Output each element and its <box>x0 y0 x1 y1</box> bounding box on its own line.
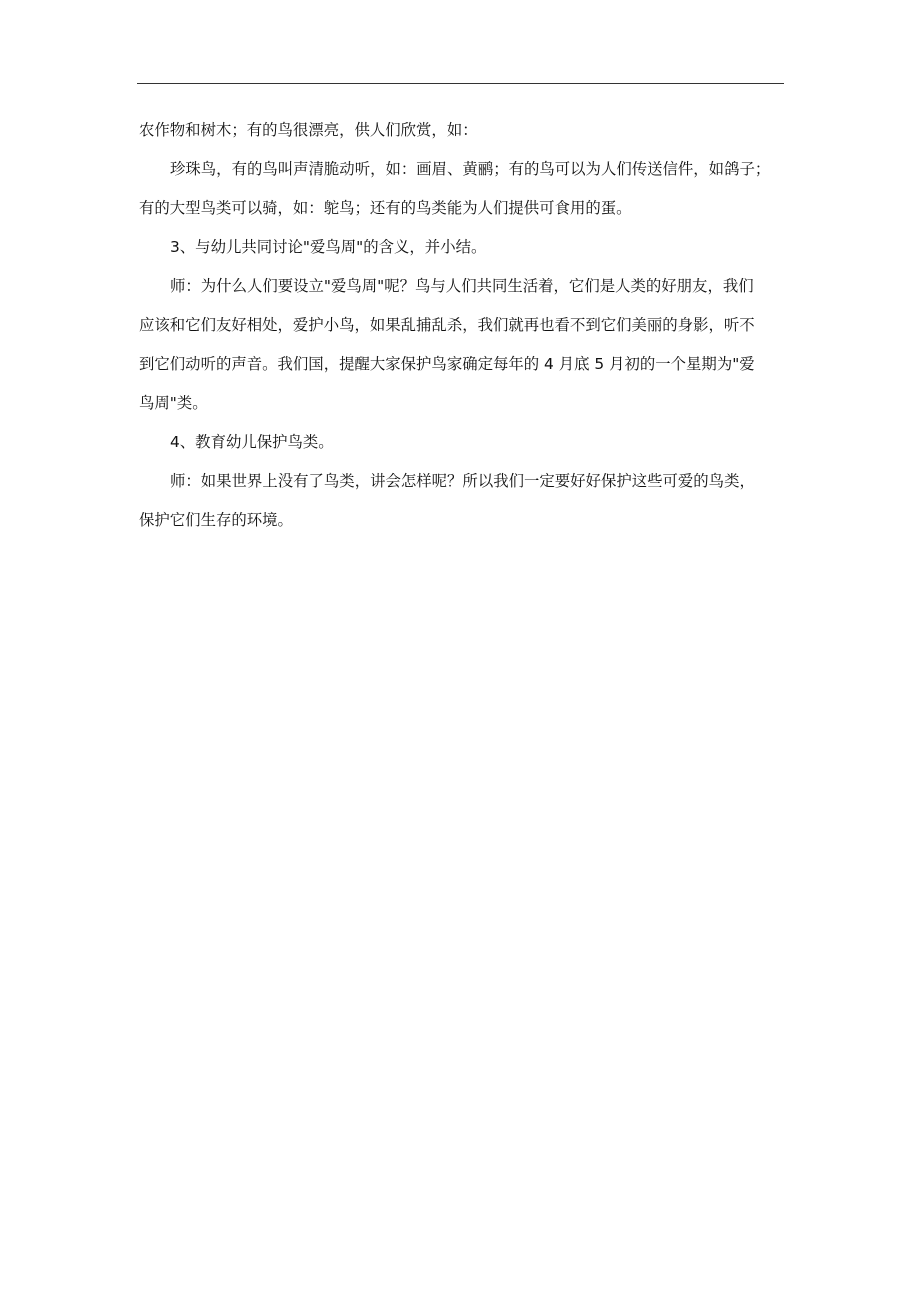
text-line: 保护它们生存的环境。 <box>139 511 293 529</box>
text-line: 应该和它们友好相处，爱护小鸟，如果乱捕乱杀，我们就再也看不到它们美丽的身影，听不 <box>139 316 755 334</box>
text-line: 师：如果世界上没有了鸟类，讲会怎样呢？所以我们一定要好好保护这些可爱的鸟类， <box>170 472 755 490</box>
section-heading: 4、教育幼儿保护鸟类。 <box>170 433 334 451</box>
text-line: 农作物和树木；有的鸟很漂亮，供人们欣赏，如： <box>139 121 478 139</box>
text-line: 师：为什么人们要设立"爱鸟周"呢？鸟与人们共同生活着，它们是人类的好朋友，我们 <box>170 277 754 295</box>
header-rule <box>137 83 784 84</box>
text-line: 鸟周"类。 <box>139 394 208 412</box>
text-line: 到它们动听的声音。我们国，提醒大家保护鸟家确定每年的 4 月底 5 月初的一个星期为"爱 <box>139 355 755 373</box>
document-body <box>139 118 789 532</box>
section-heading: 3、与幼儿共同讨论"爱鸟周"的含义，并小结。 <box>170 238 487 256</box>
text-line: 有的大型鸟类可以骑，如：鸵鸟；还有的鸟类能为人们提供可食用的蛋。 <box>139 199 632 217</box>
text-line: 珍珠鸟，有的鸟叫声清脆动听，如：画眉、黄鹂；有的鸟可以为人们传送信件，如鸽子； <box>170 160 771 178</box>
